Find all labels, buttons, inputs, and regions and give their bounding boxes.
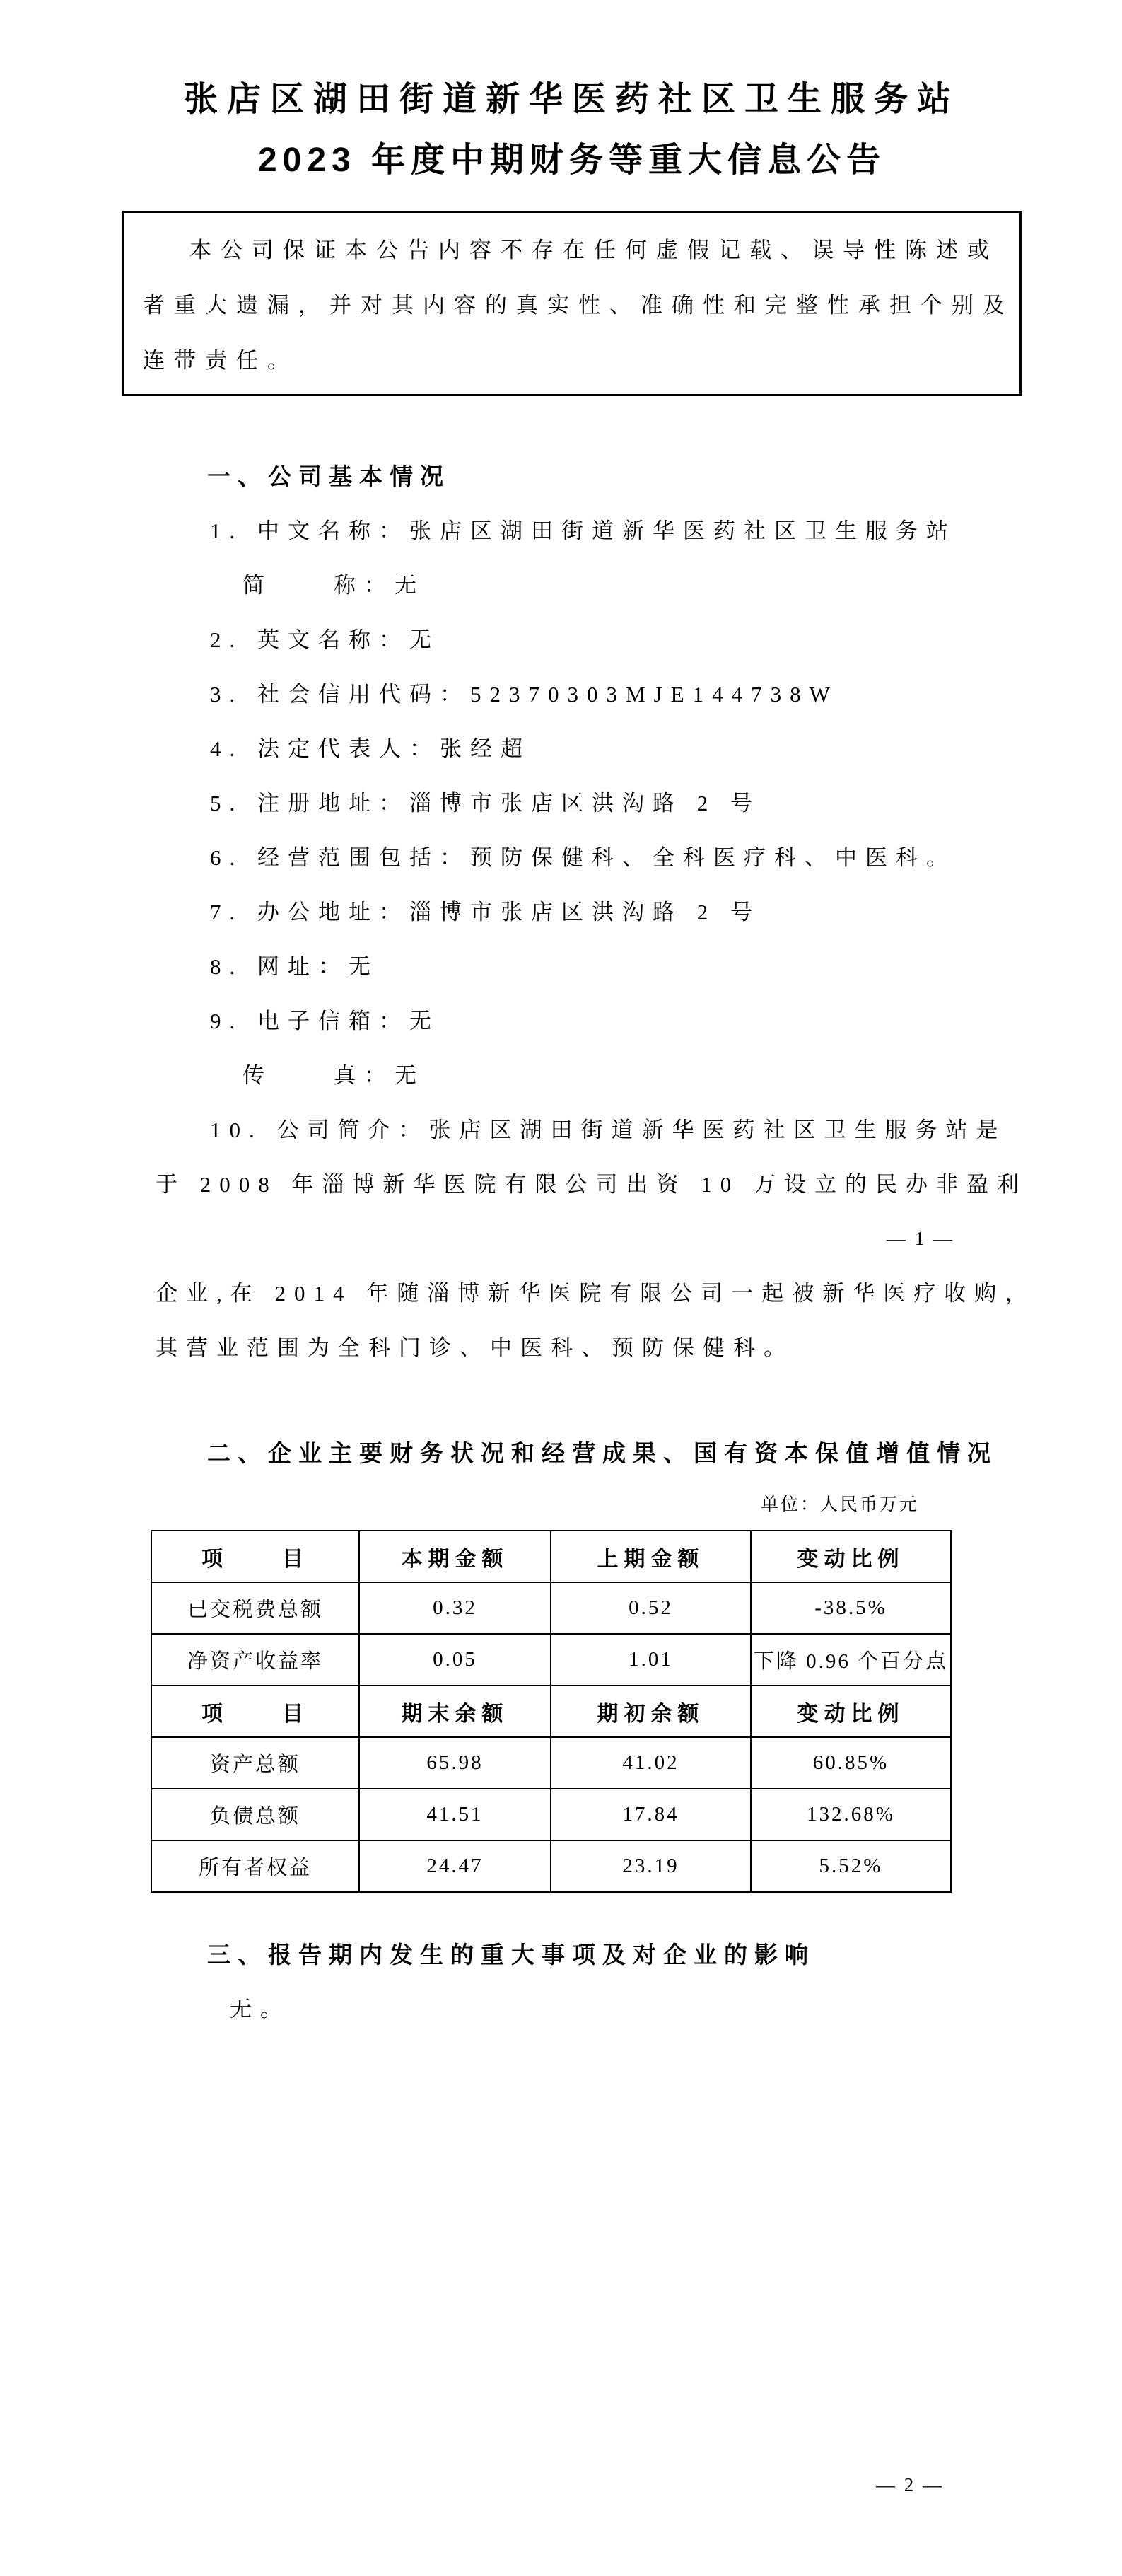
table-row bbox=[151, 1737, 951, 1789]
table-cell: 0.52 bbox=[551, 1582, 751, 1634]
list-item-website: 8. 网址：无 bbox=[210, 954, 379, 979]
table-cell: 23.19 bbox=[551, 1840, 751, 1892]
list-item-english-name: 2. 英文名称：无 bbox=[210, 627, 440, 652]
list-item-chinese-name: 1. 中文名称：张店区湖田街道新华医药社区卫生服务站 bbox=[210, 518, 957, 543]
page-number-2: — 2 — bbox=[876, 2474, 944, 2495]
list-item-registered-address: 5. 注册地址：淄博市张店区洪沟路 2 号 bbox=[210, 791, 761, 816]
section-company-info bbox=[156, 449, 1036, 1375]
disclaimer-box bbox=[122, 211, 1022, 396]
list-item-profile-line3: 企业,在 2014 年随淄博新华医院有限公司一起被新华医疗收购， bbox=[156, 1281, 1036, 1306]
list-item-office-address: 7. 办公地址：淄博市张店区洪沟路 2 号 bbox=[210, 900, 761, 924]
list-item-legal-representative: 4. 法定代表人：张经超 bbox=[210, 736, 531, 761]
table-unit-label: 单位：人民币万元 bbox=[760, 1495, 919, 1514]
table-row bbox=[151, 1840, 951, 1892]
table-cell: 24.47 bbox=[359, 1840, 551, 1892]
table-cell: 5.52% bbox=[751, 1840, 951, 1892]
table-cell: 41.51 bbox=[359, 1789, 551, 1840]
table-row bbox=[151, 1582, 951, 1634]
table-row bbox=[151, 1789, 951, 1840]
page-number-1: — 1 — bbox=[887, 1228, 954, 1249]
list-item-short-name: 简 称：无 bbox=[242, 573, 425, 598]
table-cell: 17.84 bbox=[551, 1789, 751, 1840]
table-cell: 0.32 bbox=[359, 1582, 551, 1634]
table-cell: 期末余额 bbox=[359, 1686, 551, 1737]
table-cell: 0.05 bbox=[359, 1634, 551, 1686]
table-cell: 上期金额 bbox=[551, 1531, 751, 1582]
table-cell: 下降 0.96 个百分点 bbox=[751, 1634, 951, 1686]
table-cell: 已交税费总额 bbox=[151, 1582, 359, 1634]
table-cell: 变动比例 bbox=[751, 1686, 951, 1737]
disclaimer-line: 连带责任。 bbox=[143, 348, 298, 373]
table-header-row bbox=[151, 1686, 951, 1737]
list-item-business-scope: 6. 经营范围包括：预防保健科、全科医疗科、中医科。 bbox=[210, 845, 957, 870]
table-cell: 资产总额 bbox=[151, 1737, 359, 1789]
section3-body: 无。 bbox=[230, 1997, 291, 2021]
list-item-profile-line4: 其营业范围为全科门诊、中医科、预防保健科。 bbox=[156, 1335, 794, 1360]
table-cell: 期初余额 bbox=[551, 1686, 751, 1737]
disclaimer-line: 本公司保证本公告内容不存在任何虚假记载、误导性陈述或 bbox=[189, 238, 998, 262]
list-item-email: 9. 电子信箱：无 bbox=[210, 1009, 440, 1033]
table-cell: -38.5% bbox=[751, 1582, 951, 1634]
table-cell: 65.98 bbox=[359, 1737, 551, 1789]
list-item-fax: 传 真：无 bbox=[242, 1063, 425, 1088]
section1-heading: 一、公司基本情况 bbox=[207, 463, 450, 489]
list-item-profile-line2: 于 2008 年淄博新华医院有限公司出资 10 万设立的民办非盈利 bbox=[156, 1172, 1027, 1197]
document-title-line1: 张店区湖田街道新华医药社区卫生服务站 bbox=[183, 81, 960, 118]
disclaimer-line: 者重大遗漏，并对其内容的真实性、准确性和完整性承担个别及 bbox=[143, 293, 1014, 318]
table-cell: 41.02 bbox=[551, 1737, 751, 1789]
section3-heading: 三、报告期内发生的重大事项及对企业的影响 bbox=[207, 1942, 815, 1968]
table-cell: 所有者权益 bbox=[151, 1840, 359, 1892]
table-cell: 1.01 bbox=[551, 1634, 751, 1686]
table-cell: 60.85% bbox=[751, 1737, 951, 1789]
table-cell: 项 目 bbox=[151, 1686, 359, 1737]
table-header-row bbox=[151, 1531, 951, 1582]
section-major-events bbox=[156, 1927, 1022, 2036]
table-cell: 负债总额 bbox=[151, 1789, 359, 1840]
table-cell: 变动比例 bbox=[751, 1531, 951, 1582]
document-title-line2: 2023 年度中期财务等重大信息公告 bbox=[257, 141, 887, 179]
section2-heading: 二、企业主要财务状况和经营成果、国有资本保值增值情况 bbox=[207, 1440, 998, 1466]
table-cell: 本期金额 bbox=[359, 1531, 551, 1582]
table-cell: 项 目 bbox=[151, 1531, 359, 1582]
list-item-credit-code: 3. 社会信用代码：52370303MJE144738W bbox=[210, 682, 838, 707]
table-cell: 净资产收益率 bbox=[151, 1634, 359, 1686]
table-row bbox=[151, 1634, 951, 1686]
list-item-profile-line1: 10. 公司简介：张店区湖田街道新华医药社区卫生服务站是 bbox=[210, 1118, 1007, 1142]
financial-table bbox=[151, 1530, 952, 1893]
table-cell: 132.68% bbox=[751, 1789, 951, 1840]
